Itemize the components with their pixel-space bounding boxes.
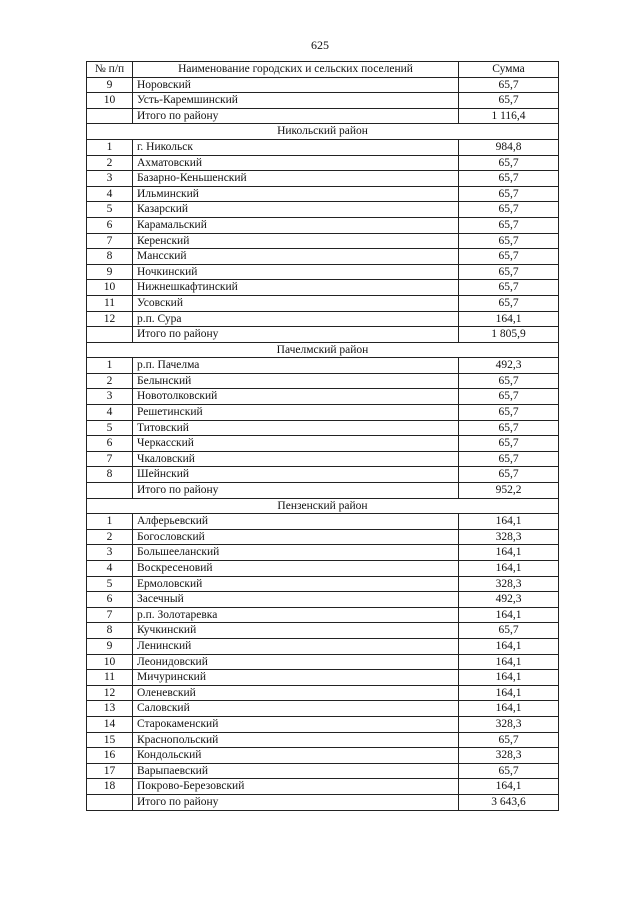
row-number: 6 <box>87 217 133 233</box>
row-number: 15 <box>87 732 133 748</box>
amount: 65,7 <box>459 763 559 779</box>
table-row <box>87 280 559 296</box>
row-number: 14 <box>87 716 133 732</box>
row-number: 10 <box>87 654 133 670</box>
settlement-name: Засечный <box>133 592 459 608</box>
table-row <box>87 514 559 530</box>
settlement-name: Воскресеновий <box>133 561 459 577</box>
row-number: 2 <box>87 373 133 389</box>
amount: 164,1 <box>459 545 559 561</box>
settlement-name: Саловский <box>133 701 459 717</box>
row-number: 8 <box>87 249 133 265</box>
amount: 164,1 <box>459 514 559 530</box>
table-row <box>87 171 559 187</box>
settlements-table <box>86 61 559 811</box>
section-header-row <box>87 342 559 358</box>
amount: 65,7 <box>459 732 559 748</box>
row-number: 9 <box>87 77 133 93</box>
row-number: 4 <box>87 561 133 577</box>
amount: 164,1 <box>459 701 559 717</box>
row-number: 7 <box>87 451 133 467</box>
amount: 65,7 <box>459 451 559 467</box>
table-row <box>87 93 559 109</box>
row-number <box>87 483 133 499</box>
amount: 492,3 <box>459 592 559 608</box>
row-number: 1 <box>87 139 133 155</box>
row-number: 8 <box>87 467 133 483</box>
row-number <box>87 108 133 124</box>
settlement-name: Оленевский <box>133 685 459 701</box>
row-number: 1 <box>87 358 133 374</box>
settlement-name: Карамальский <box>133 217 459 233</box>
header-name: Наименование городских и сельских поселений <box>133 62 459 78</box>
table-row <box>87 670 559 686</box>
amount: 65,7 <box>459 420 559 436</box>
settlement-name: Черкасский <box>133 436 459 452</box>
settlement-name: Ночкинский <box>133 264 459 280</box>
settlement-name: Алферьевский <box>133 514 459 530</box>
table-row <box>87 779 559 795</box>
settlement-name: Старокаменский <box>133 716 459 732</box>
row-number: 6 <box>87 592 133 608</box>
table-row <box>87 358 559 374</box>
table-row <box>87 436 559 452</box>
amount: 164,1 <box>459 561 559 577</box>
settlement-name: Ленинский <box>133 638 459 654</box>
table-row <box>87 467 559 483</box>
amount: 164,1 <box>459 685 559 701</box>
table-row <box>87 295 559 311</box>
section-header-row <box>87 498 559 514</box>
table-row <box>87 623 559 639</box>
total-label: Итого по району <box>133 327 459 343</box>
table-row <box>87 545 559 561</box>
amount: 65,7 <box>459 295 559 311</box>
row-number: 7 <box>87 607 133 623</box>
row-number: 18 <box>87 779 133 795</box>
row-number <box>87 794 133 810</box>
amount: 164,1 <box>459 607 559 623</box>
amount: 65,7 <box>459 405 559 421</box>
table-row <box>87 233 559 249</box>
settlement-name: Базарно-Кеньшенский <box>133 171 459 187</box>
settlement-name: Кондольский <box>133 748 459 764</box>
row-number: 5 <box>87 202 133 218</box>
amount: 164,1 <box>459 311 559 327</box>
total-amount: 1 805,9 <box>459 327 559 343</box>
amount: 328,3 <box>459 576 559 592</box>
table-row <box>87 529 559 545</box>
section-header-row <box>87 124 559 140</box>
amount: 65,7 <box>459 623 559 639</box>
settlement-name: Мансский <box>133 249 459 265</box>
row-number: 10 <box>87 280 133 296</box>
amount: 164,1 <box>459 638 559 654</box>
amount: 65,7 <box>459 373 559 389</box>
row-number: 17 <box>87 763 133 779</box>
amount: 65,7 <box>459 233 559 249</box>
section-title: Пензенский район <box>87 498 559 514</box>
table-row <box>87 638 559 654</box>
amount: 328,3 <box>459 748 559 764</box>
row-number: 6 <box>87 436 133 452</box>
table-row <box>87 716 559 732</box>
amount: 164,1 <box>459 654 559 670</box>
page-number: 625 <box>311 38 329 52</box>
amount: 984,8 <box>459 139 559 155</box>
table-row <box>87 249 559 265</box>
settlement-name: Богословский <box>133 529 459 545</box>
table-row <box>87 685 559 701</box>
settlement-name: Норовский <box>133 77 459 93</box>
total-label: Итого по району <box>133 794 459 810</box>
settlement-name: Усть-Каремшинский <box>133 93 459 109</box>
settlement-name: Покрово-Березовский <box>133 779 459 795</box>
settlement-name: Новотолковский <box>133 389 459 405</box>
row-number: 10 <box>87 93 133 109</box>
row-number: 1 <box>87 514 133 530</box>
row-number: 5 <box>87 576 133 592</box>
row-number: 4 <box>87 186 133 202</box>
table-row <box>87 139 559 155</box>
settlement-name: Ермоловский <box>133 576 459 592</box>
amount: 65,7 <box>459 186 559 202</box>
settlement-name: Усовский <box>133 295 459 311</box>
row-number: 4 <box>87 405 133 421</box>
row-number: 9 <box>87 264 133 280</box>
header-amount: Сумма <box>459 62 559 78</box>
amount: 65,7 <box>459 93 559 109</box>
table-row <box>87 763 559 779</box>
table-row <box>87 592 559 608</box>
settlement-name: Ахматовский <box>133 155 459 171</box>
total-row <box>87 108 559 124</box>
total-amount: 952,2 <box>459 483 559 499</box>
settlement-name: р.п. Сура <box>133 311 459 327</box>
settlement-name: Леонидовский <box>133 654 459 670</box>
row-number: 12 <box>87 311 133 327</box>
table-row <box>87 186 559 202</box>
total-amount: 3 643,6 <box>459 794 559 810</box>
table-body <box>87 77 559 810</box>
settlement-name: Ильминский <box>133 186 459 202</box>
row-number: 7 <box>87 233 133 249</box>
settlement-name: г. Никольск <box>133 139 459 155</box>
settlement-name: р.п. Золотаревка <box>133 607 459 623</box>
amount: 65,7 <box>459 264 559 280</box>
table-row <box>87 311 559 327</box>
amount: 492,3 <box>459 358 559 374</box>
table-row <box>87 732 559 748</box>
row-number: 9 <box>87 638 133 654</box>
table-row <box>87 264 559 280</box>
row-number: 3 <box>87 171 133 187</box>
row-number: 2 <box>87 155 133 171</box>
settlement-name: Варыпаевский <box>133 763 459 779</box>
amount: 164,1 <box>459 670 559 686</box>
settlement-name: р.п. Пачелма <box>133 358 459 374</box>
table-row <box>87 405 559 421</box>
section-title: Никольский район <box>87 124 559 140</box>
amount: 65,7 <box>459 171 559 187</box>
table-row <box>87 701 559 717</box>
table-row <box>87 389 559 405</box>
settlement-name: Решетинский <box>133 405 459 421</box>
row-number: 11 <box>87 670 133 686</box>
table-row <box>87 451 559 467</box>
row-number: 13 <box>87 701 133 717</box>
settlement-name: Шейнский <box>133 467 459 483</box>
row-number: 3 <box>87 545 133 561</box>
amount: 328,3 <box>459 716 559 732</box>
header-num: № п/п <box>87 62 133 78</box>
table-row <box>87 748 559 764</box>
amount: 65,7 <box>459 280 559 296</box>
table-row <box>87 202 559 218</box>
row-number: 11 <box>87 295 133 311</box>
total-row <box>87 794 559 810</box>
table-row <box>87 373 559 389</box>
table-header-row <box>87 62 559 78</box>
row-number: 12 <box>87 685 133 701</box>
total-label: Итого по району <box>133 108 459 124</box>
section-title: Пачелмский район <box>87 342 559 358</box>
table-row <box>87 155 559 171</box>
table-row <box>87 576 559 592</box>
total-row <box>87 327 559 343</box>
table-row <box>87 607 559 623</box>
total-label: Итого по району <box>133 483 459 499</box>
settlement-name: Большееланский <box>133 545 459 561</box>
amount: 65,7 <box>459 436 559 452</box>
amount: 164,1 <box>459 779 559 795</box>
settlement-name: Краснопольский <box>133 732 459 748</box>
amount: 65,7 <box>459 217 559 233</box>
row-number: 8 <box>87 623 133 639</box>
row-number: 2 <box>87 529 133 545</box>
settlement-name: Белынский <box>133 373 459 389</box>
table-row <box>87 654 559 670</box>
settlement-name: Титовский <box>133 420 459 436</box>
settlement-name: Казарский <box>133 202 459 218</box>
settlement-name: Керенский <box>133 233 459 249</box>
amount: 65,7 <box>459 202 559 218</box>
settlement-name: Нижнешкафтинский <box>133 280 459 296</box>
row-number: 5 <box>87 420 133 436</box>
settlement-name: Чкаловский <box>133 451 459 467</box>
table-row <box>87 217 559 233</box>
table-row <box>87 77 559 93</box>
row-number <box>87 327 133 343</box>
table-row <box>87 561 559 577</box>
settlement-name: Мичуринский <box>133 670 459 686</box>
amount: 328,3 <box>459 529 559 545</box>
amount: 65,7 <box>459 155 559 171</box>
table-row <box>87 420 559 436</box>
amount: 65,7 <box>459 467 559 483</box>
row-number: 16 <box>87 748 133 764</box>
row-number: 3 <box>87 389 133 405</box>
total-row <box>87 483 559 499</box>
amount: 65,7 <box>459 249 559 265</box>
amount: 65,7 <box>459 389 559 405</box>
settlement-name: Кучкинский <box>133 623 459 639</box>
total-amount: 1 116,4 <box>459 108 559 124</box>
amount: 65,7 <box>459 77 559 93</box>
